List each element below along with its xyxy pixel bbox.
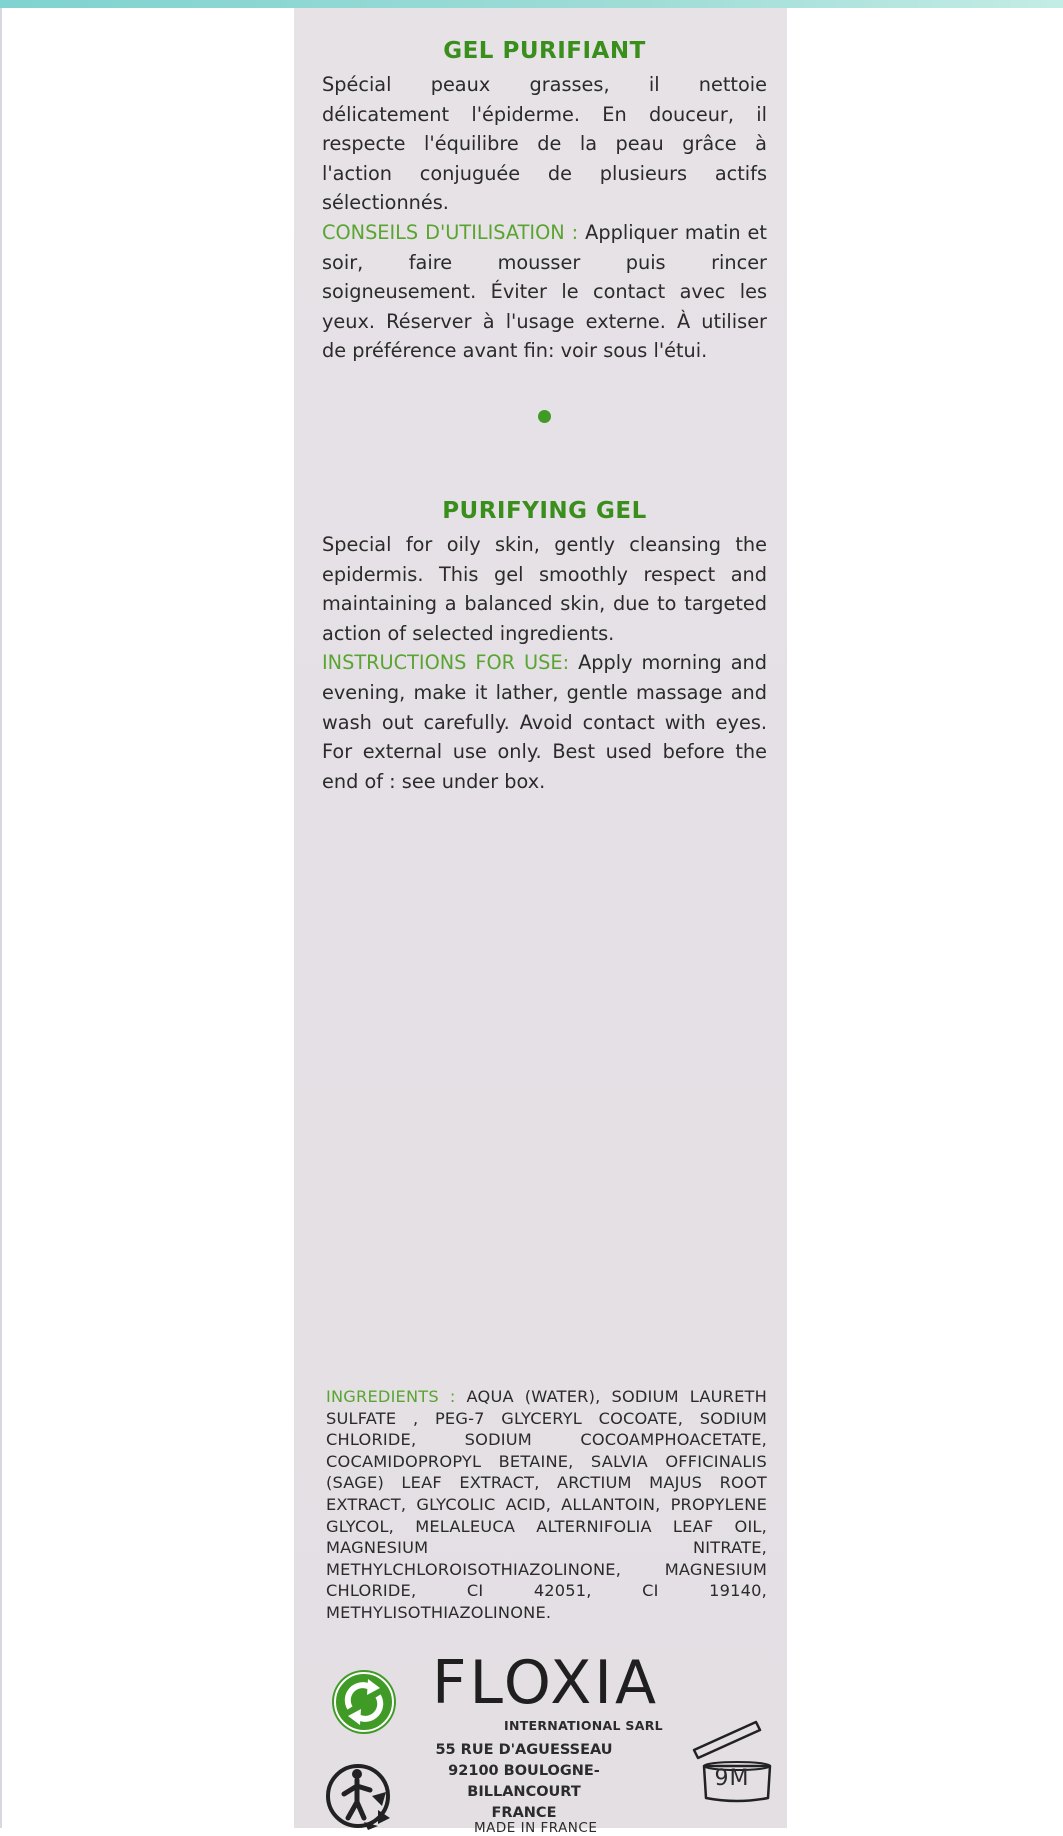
en-instructions-text: Apply morning and evening, make it lather, gentle massage and wash out carefully. Avoid contact with eyes. For external use only. Best used before the end of : see under box. [322, 651, 767, 793]
triman-icon [324, 1756, 400, 1832]
en-instructions-label: INSTRUCTIONS FOR USE: [322, 651, 570, 675]
brand-address [404, 1740, 644, 1824]
address-line-3: FRANCE [491, 1805, 557, 1821]
fr-heading: GEL PURIFIANT [443, 38, 646, 64]
en-description: Special for oily skin, gently cleansing the epidermis. This gel smoothly respect and maintaining a balanced skin, due to targeted action of selected ingredients. [322, 533, 767, 645]
french-section [322, 38, 767, 366]
pao-label: 9M [714, 1766, 750, 1791]
product-box-back [294, 8, 787, 1836]
address-line-2: 92100 BOULOGNE-BILLANCOURT [448, 1763, 600, 1800]
fr-description: Spécial peaux grasses, il nettoie délicatement l'épiderme. En douceur, il respecte l'équilibre de la peau grâce à l'action conjuguée de plusieurs actifs sélectionnés. [322, 73, 767, 215]
en-heading: PURIFYING GEL [442, 498, 647, 524]
top-accent-bar [0, 0, 1063, 8]
brand-subtitle: INTERNATIONAL SARL [504, 1718, 663, 1733]
english-section [322, 498, 767, 796]
fr-instructions-text: Appliquer matin et soir, faire mousser puis rincer soigneusement. Éviter le contact avec les yeux. Réserver à l'usage externe. À utiliser de préférence avant fin: voir sous l'étui. [322, 220, 767, 363]
fr-instructions [322, 218, 767, 366]
ingredients-list [326, 1386, 767, 1624]
left-edge-line [0, 8, 2, 1828]
made-in-label: MADE IN FRANCE [474, 1820, 598, 1836]
address-line-1: 55 RUE D'AGUESSEAU [435, 1742, 613, 1758]
ingredients-text: AQUA (WATER), SODIUM LAURETH SULFATE , PEG-7 GLYCERYL COCOATE, SODIUM CHLORIDE, SODIUM COCOAMPHOACETATE, COCAMIDOPROPYL BETAINE, SALVIA OFFICINALIS (SAGE) LEAF EXTRACT, ARCTIUM MAJUS ROOT EXTRACT, GLYCOLIC ACID, ALLANTOIN, PROPYLENE GLYCOL, MELALEUCA ALTERNIFOLIA LEAF OIL, MAGNESIUM NITRATE, METHYLCHLOROISOTHIAZOLINONE, MAGNESIUM CHLORIDE, CI 42051, CI 19140, METHYLISOTHIAZOLINONE. [326, 1387, 768, 1622]
brand-name: FLOXIA [432, 1648, 660, 1718]
period-after-opening-icon [686, 1708, 776, 1808]
green-dot-recycle-icon [330, 1668, 398, 1736]
ingredients-label: INGREDIENTS : [326, 1387, 456, 1406]
separator-dot-icon [538, 410, 551, 423]
fr-instructions-label: CONSEILS D'UTILISATION : [322, 220, 579, 244]
en-instructions [322, 648, 767, 796]
